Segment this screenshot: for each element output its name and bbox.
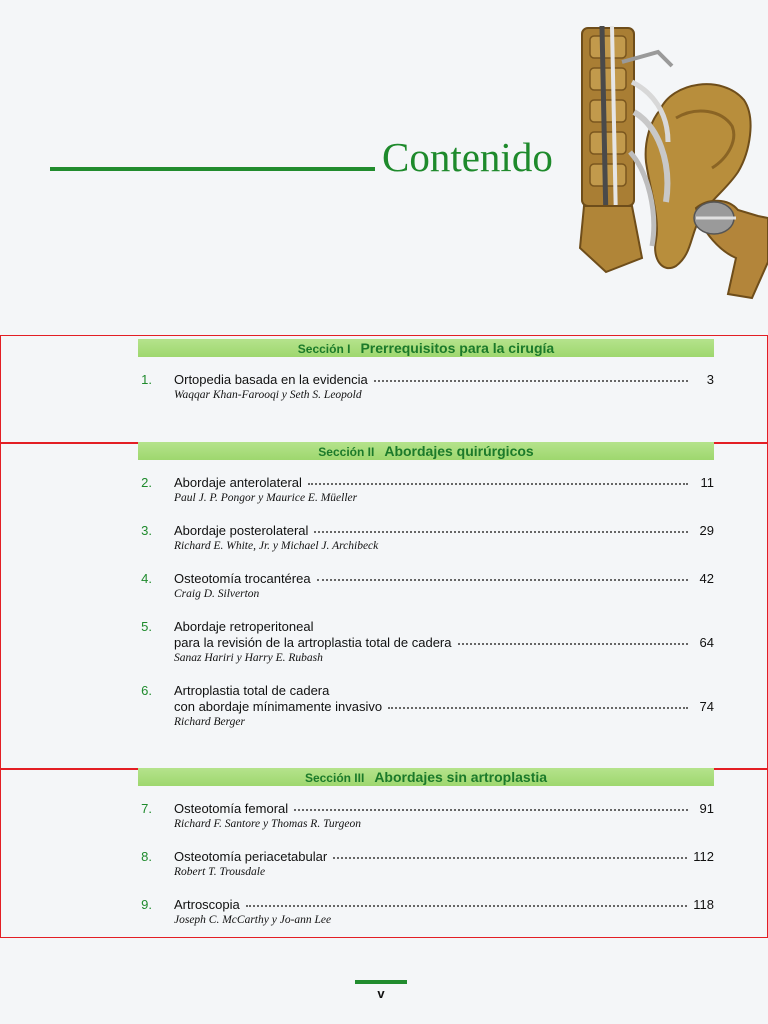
- page-folio: v: [377, 986, 385, 1001]
- chapter-title: Abordaje anterolateral: [174, 475, 302, 490]
- section-banner: [138, 339, 714, 357]
- section-banner: [138, 768, 714, 786]
- section-title: Abordajes quirúrgicos: [384, 443, 534, 459]
- chapter-authors: Paul J. P. Pongor y Maurice E. Müeller: [174, 492, 358, 504]
- chapter-title: Artroscopia: [174, 897, 240, 912]
- chapter-authors: Robert T. Trousdale: [174, 866, 266, 878]
- chapter-title: Artroplastia total de cadera: [174, 683, 330, 698]
- chapter-number: 8.: [141, 849, 152, 864]
- section-number: Sección II: [318, 445, 375, 459]
- chapter-title: Osteotomía periacetabular: [174, 849, 328, 864]
- page-title: Contenido: [382, 134, 553, 180]
- folio-rule: [355, 980, 407, 984]
- section-title: Prerrequisitos para la cirugía: [360, 340, 555, 356]
- chapter-authors: Richard F. Santore y Thomas R. Turgeon: [174, 818, 361, 830]
- chapter-number: 1.: [141, 372, 152, 387]
- chapter-number: 9.: [141, 897, 152, 912]
- page-number: 3: [706, 372, 714, 387]
- chapter-number: 3.: [141, 523, 152, 538]
- chapter-title-continued: para la revisión de la artroplastia total de cadera: [174, 635, 452, 650]
- chapter-authors: Sanaz Hariri y Harry E. Rubash: [174, 652, 323, 664]
- page-number: 29: [699, 523, 714, 538]
- chapter-number: 2.: [141, 475, 152, 490]
- chapter-title-continued: con abordaje mínimamente invasivo: [174, 699, 383, 714]
- page-number: 112: [693, 849, 714, 864]
- page-number: 11: [700, 475, 714, 490]
- page-number: 74: [699, 699, 714, 714]
- chapter-title: Abordaje posterolateral: [174, 523, 309, 538]
- chapter-number: 4.: [141, 571, 152, 586]
- chapter-number: 6.: [141, 683, 152, 698]
- section-number: Sección III: [304, 771, 365, 785]
- section-banner: [138, 442, 714, 460]
- section-number: Sección I: [297, 342, 351, 356]
- chapter-authors: Waqqar Khan-Farooqi y Seth S. Leopold: [174, 389, 362, 401]
- chapter-title: Osteotomía trocantérea: [174, 571, 311, 586]
- chapter-number: 7.: [141, 801, 152, 816]
- chapter-title: Abordaje retroperitoneal: [174, 619, 314, 634]
- page-number: 64: [699, 635, 714, 650]
- chapter-authors: Richard Berger: [174, 716, 246, 728]
- chapter-title: Ortopedia basada en la evidencia: [174, 372, 368, 387]
- chapter-authors: Joseph C. McCarthy y Jo-ann Lee: [174, 914, 332, 926]
- title-rule: [50, 167, 375, 171]
- chapter-authors: Craig D. Silverton: [174, 588, 260, 600]
- page-number: 42: [699, 571, 714, 586]
- pelvis-anatomy-illustration: [572, 22, 768, 300]
- chapter-number: 5.: [141, 619, 152, 634]
- chapter-authors: Richard E. White, Jr. y Michael J. Archibeck: [174, 540, 379, 552]
- page-number: 118: [693, 897, 714, 912]
- page-number: 91: [699, 801, 714, 816]
- section-title: Abordajes sin artroplastia: [374, 769, 548, 785]
- chapter-title: Osteotomía femoral: [174, 801, 289, 816]
